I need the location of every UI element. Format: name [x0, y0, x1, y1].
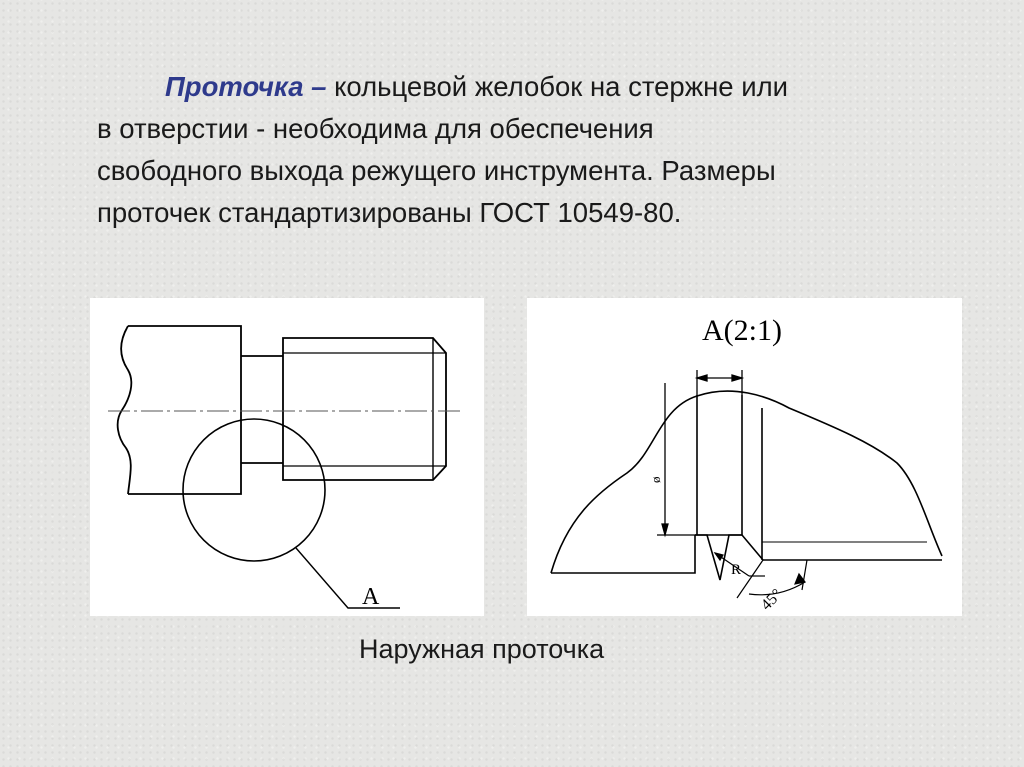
- width-dim-arrow-right: [732, 375, 742, 381]
- callout-label-a: A: [362, 584, 380, 610]
- diameter-symbol: ø: [648, 476, 663, 483]
- term-title: Проточка –: [165, 71, 327, 102]
- width-dim-arrow-left: [697, 375, 707, 381]
- break-line: [118, 326, 132, 494]
- detail-circle: [183, 419, 325, 561]
- angle-ext-line-2: [802, 560, 807, 590]
- groove-outline: [241, 356, 283, 463]
- radius-arrow: [715, 553, 723, 560]
- angle-arrow: [795, 574, 805, 584]
- figure-caption: Наружная проточка: [359, 634, 605, 664]
- thread-outline: [283, 338, 446, 480]
- detail-break-outline: [551, 391, 942, 573]
- definition-line-2: в отверстии - необходима для обеспечения: [97, 113, 654, 144]
- groove-detail-drawing: [527, 298, 962, 616]
- detail-title: A(2:1): [702, 314, 782, 347]
- definition-paragraph: [97, 66, 967, 234]
- shaft-drawing-panel: [90, 298, 484, 616]
- definition-line-1: [97, 66, 967, 108]
- left-shoulder: [551, 535, 695, 573]
- radius-label: R: [731, 562, 742, 578]
- definition-line-3: свободного выхода режущего инструмента. Размеры: [97, 155, 776, 186]
- definition-line-4: проточек стандартизированы ГОСТ 10549-80.: [97, 197, 682, 228]
- shaft-drawing: [90, 298, 484, 616]
- definition-line-1-text: кольцевой желобок на стержне или: [326, 71, 788, 102]
- detail-leader: [296, 548, 400, 608]
- angle-label: 45°: [757, 585, 786, 614]
- shaft-outline: [128, 326, 241, 494]
- diameter-dim-arrow: [662, 524, 668, 535]
- groove-detail-panel: [527, 298, 962, 616]
